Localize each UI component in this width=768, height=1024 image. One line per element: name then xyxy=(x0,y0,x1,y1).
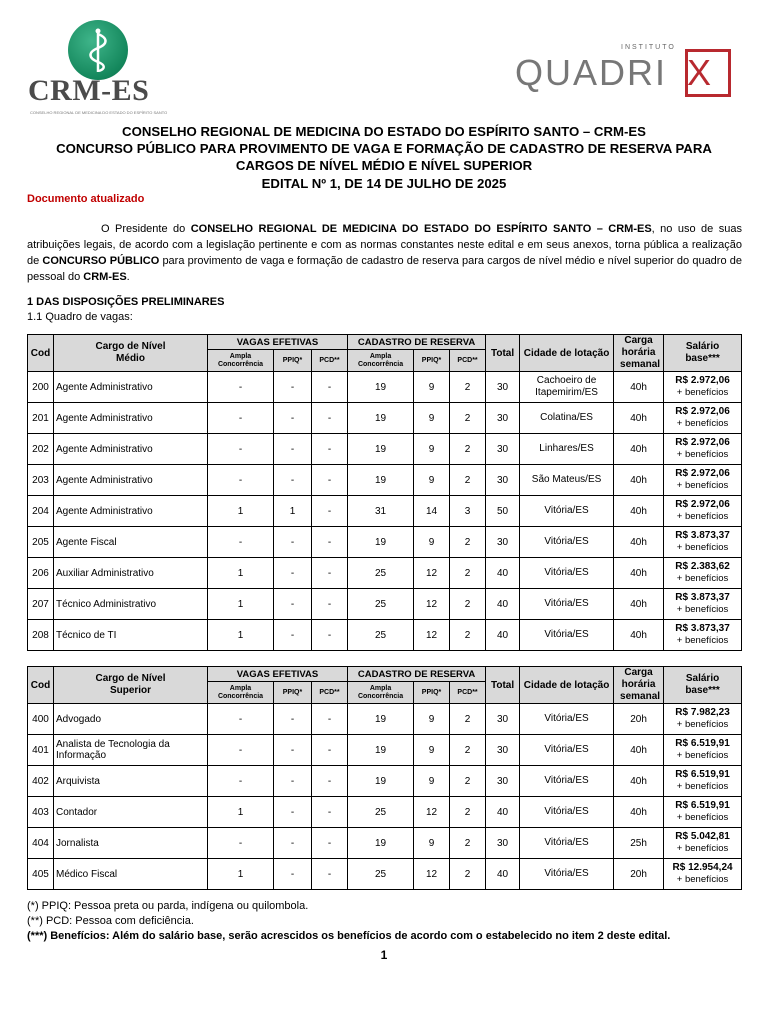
cell-ve-pcd: - xyxy=(312,372,348,403)
salary-benefits: + benefícios xyxy=(676,635,729,646)
table-row xyxy=(28,859,742,890)
cell-total: 30 xyxy=(486,527,520,558)
col-ve-ppiq: PPIQ* xyxy=(274,682,312,704)
cell-ve-ppiq: 1 xyxy=(274,496,312,527)
salary-value: R$ 2.383,62 xyxy=(675,561,730,572)
cell-cr-pcd: 2 xyxy=(450,859,486,890)
cell-cargo: Técnico Administrativo xyxy=(54,589,208,620)
salary-value: R$ 2.972,06 xyxy=(675,406,730,417)
cell-ve-ppiq: - xyxy=(274,434,312,465)
cell-cr-ampla: 25 xyxy=(348,620,414,651)
cell-ve-ppiq: - xyxy=(274,704,312,735)
cell-cr-pcd: 2 xyxy=(450,372,486,403)
cell-ve-pcd: - xyxy=(312,558,348,589)
cell-cidade: Vitória/ES xyxy=(520,496,614,527)
cell-ve-pcd: - xyxy=(312,465,348,496)
col-ve-ppiq: PPIQ* xyxy=(274,350,312,372)
cell-carga: 40h xyxy=(614,589,664,620)
cell-total: 40 xyxy=(486,620,520,651)
cell-ve-pcd: - xyxy=(312,766,348,797)
col-cr-pcd: PCD** xyxy=(450,682,486,704)
cell-salario xyxy=(664,434,742,465)
cell-total: 50 xyxy=(486,496,520,527)
cell-cargo: Agente Administrativo xyxy=(54,496,208,527)
salary-benefits: + benefícios xyxy=(676,604,729,615)
cell-salario xyxy=(664,620,742,651)
cell-salario xyxy=(664,465,742,496)
cell-total: 30 xyxy=(486,704,520,735)
cell-cod: 203 xyxy=(28,465,54,496)
salary-benefits: + benefícios xyxy=(676,449,729,460)
cell-cidade: São Mateus/ES xyxy=(520,465,614,496)
cell-carga: 40h xyxy=(614,797,664,828)
col-cr-ppiq: PPIQ* xyxy=(414,682,450,704)
cell-cr-ampla: 25 xyxy=(348,797,414,828)
cell-cr-ppiq: 9 xyxy=(414,403,450,434)
cell-carga: 20h xyxy=(614,704,664,735)
salary-value: R$ 6.519,91 xyxy=(675,738,730,749)
cell-cargo: Advogado xyxy=(54,704,208,735)
cell-cidade: Vitória/ES xyxy=(520,589,614,620)
cell-carga: 40h xyxy=(614,620,664,651)
header-line-3: CARGOS DE NÍVEL MÉDIO E NÍVEL SUPERIOR xyxy=(235,158,533,173)
cell-cr-ppiq: 9 xyxy=(414,527,450,558)
cell-cargo: Agente Administrativo xyxy=(54,403,208,434)
cell-carga: 40h xyxy=(614,372,664,403)
cell-cr-ampla: 19 xyxy=(348,766,414,797)
cell-cr-ampla: 31 xyxy=(348,496,414,527)
footnote-beneficios: (***) Benefícios: Além do salário base, serão acrescidos os benefícios de acordo com o estabelecido no item 2 deste edital. xyxy=(27,930,671,942)
cell-cr-ppiq: 12 xyxy=(414,558,450,589)
salary-benefits: + benefícios xyxy=(676,480,729,491)
salary-value: R$ 2.972,06 xyxy=(675,468,730,479)
cell-cr-pcd: 2 xyxy=(450,735,486,766)
table-row xyxy=(28,403,742,434)
cell-carga: 40h xyxy=(614,527,664,558)
col-cadastro-reserva: CADASTRO DE RESERVA xyxy=(348,667,486,682)
cell-carga: 40h xyxy=(614,735,664,766)
cell-cr-ppiq: 12 xyxy=(414,589,450,620)
col-cod: Cod xyxy=(28,667,54,704)
crm-logo-subtitle: CONSELHO REGIONAL DE MEDICINA DO ESTADO DO ESPÍRITO SANTO xyxy=(30,110,168,115)
cell-ve-ampla: - xyxy=(208,403,274,434)
quadrix-x: X xyxy=(687,52,712,93)
cell-salario xyxy=(664,735,742,766)
header-line-1: CONSELHO REGIONAL DE MEDICINA DO ESTADO DO ESPÍRITO SANTO – CRM-ES xyxy=(122,124,646,139)
table-row xyxy=(28,558,742,589)
cell-cr-ampla: 25 xyxy=(348,859,414,890)
cell-salario xyxy=(664,797,742,828)
salary-benefits: + benefícios xyxy=(676,812,729,823)
cell-cr-pcd: 2 xyxy=(450,403,486,434)
table-row xyxy=(28,434,742,465)
cell-ve-ppiq: - xyxy=(274,735,312,766)
cell-cargo: Agente Fiscal xyxy=(54,527,208,558)
cell-ve-ppiq: - xyxy=(274,403,312,434)
salary-value: R$ 5.042,81 xyxy=(675,831,730,842)
cell-ve-pcd: - xyxy=(312,859,348,890)
cell-cr-ampla: 19 xyxy=(348,527,414,558)
cell-cod: 207 xyxy=(28,589,54,620)
cell-cidade: Vitória/ES xyxy=(520,735,614,766)
cell-ve-ampla: 1 xyxy=(208,859,274,890)
cell-salario xyxy=(664,527,742,558)
cell-cargo: Técnico de TI xyxy=(54,620,208,651)
cell-ve-ppiq: - xyxy=(274,589,312,620)
cell-cr-ppiq: 12 xyxy=(414,620,450,651)
salary-value: R$ 12.954,24 xyxy=(672,862,733,873)
table-row xyxy=(28,496,742,527)
cell-ve-ppiq: - xyxy=(274,558,312,589)
salary-value: R$ 3.873,37 xyxy=(675,530,730,541)
col-ve-pcd: PCD** xyxy=(312,682,348,704)
table-row xyxy=(28,465,742,496)
cell-carga: 40h xyxy=(614,558,664,589)
cell-cargo: Jornalista xyxy=(54,828,208,859)
cell-ve-ampla: 1 xyxy=(208,558,274,589)
cell-total: 30 xyxy=(486,828,520,859)
cell-cr-ampla: 19 xyxy=(348,465,414,496)
salary-benefits: + benefícios xyxy=(676,573,729,584)
cell-ve-pcd: - xyxy=(312,797,348,828)
cell-ve-pcd: - xyxy=(312,527,348,558)
cell-total: 30 xyxy=(486,465,520,496)
col-cargo: Cargo de Nível Médio xyxy=(54,335,208,372)
cell-ve-pcd: - xyxy=(312,735,348,766)
cell-cod: 204 xyxy=(28,496,54,527)
cell-cr-ppiq: 9 xyxy=(414,465,450,496)
table-row xyxy=(28,527,742,558)
cell-cr-ampla: 25 xyxy=(348,558,414,589)
cell-cr-pcd: 2 xyxy=(450,589,486,620)
cell-total: 30 xyxy=(486,735,520,766)
cell-cr-pcd: 2 xyxy=(450,766,486,797)
col-cod: Cod xyxy=(28,335,54,372)
table-row xyxy=(28,704,742,735)
cell-cargo: Arquivista xyxy=(54,766,208,797)
cell-ve-ppiq: - xyxy=(274,828,312,859)
salary-benefits: + benefícios xyxy=(676,843,729,854)
cell-ve-pcd: - xyxy=(312,434,348,465)
cell-ve-ampla: - xyxy=(208,735,274,766)
cell-cidade: Vitória/ES xyxy=(520,797,614,828)
cell-cargo: Médico Fiscal xyxy=(54,859,208,890)
table-row xyxy=(28,797,742,828)
cell-ve-pcd: - xyxy=(312,403,348,434)
cell-ve-ampla: - xyxy=(208,828,274,859)
salary-benefits: + benefícios xyxy=(676,418,729,429)
cell-carga: 40h xyxy=(614,465,664,496)
cell-ve-pcd: - xyxy=(312,828,348,859)
cell-ve-pcd: - xyxy=(312,589,348,620)
cell-cr-pcd: 2 xyxy=(450,704,486,735)
cell-carga: 40h xyxy=(614,766,664,797)
cell-carga: 40h xyxy=(614,403,664,434)
cell-cr-ppiq: 9 xyxy=(414,434,450,465)
col-cr-ampla: Ampla Concorrência xyxy=(348,682,414,704)
salary-value: R$ 3.873,37 xyxy=(675,592,730,603)
col-total: Total xyxy=(486,667,520,704)
salary-benefits: + benefícios xyxy=(676,781,729,792)
cell-cod: 205 xyxy=(28,527,54,558)
salary-value: R$ 6.519,91 xyxy=(675,800,730,811)
cell-cod: 206 xyxy=(28,558,54,589)
cell-total: 30 xyxy=(486,372,520,403)
cell-cod: 202 xyxy=(28,434,54,465)
quadrix-instituto-label: INSTITUTO xyxy=(621,44,676,51)
crm-logo-text: CRM-ES xyxy=(28,74,150,107)
cell-cidade: Cachoeiro de Itapemirim/ES xyxy=(520,372,614,403)
table-row xyxy=(28,735,742,766)
salary-value: R$ 2.972,06 xyxy=(675,499,730,510)
cell-cod: 405 xyxy=(28,859,54,890)
cell-cidade: Vitória/ES xyxy=(520,620,614,651)
cell-cod: 404 xyxy=(28,828,54,859)
cell-cidade: Vitória/ES xyxy=(520,527,614,558)
cell-ve-ppiq: - xyxy=(274,620,312,651)
salary-benefits: + benefícios xyxy=(676,511,729,522)
salary-benefits: + benefícios xyxy=(676,719,729,730)
cell-ve-ampla: - xyxy=(208,527,274,558)
cell-ve-ampla: 1 xyxy=(208,620,274,651)
cell-salario xyxy=(664,766,742,797)
col-cr-ppiq: PPIQ* xyxy=(414,350,450,372)
salary-benefits: + benefícios xyxy=(676,542,729,553)
cell-cargo: Agente Administrativo xyxy=(54,465,208,496)
cell-cargo: Auxiliar Administrativo xyxy=(54,558,208,589)
cell-ve-ppiq: - xyxy=(274,797,312,828)
cell-cr-pcd: 2 xyxy=(450,620,486,651)
col-ve-pcd: PCD** xyxy=(312,350,348,372)
vagas-table-nivel-superior xyxy=(27,666,742,890)
cell-carga: 40h xyxy=(614,496,664,527)
cell-cidade: Colatina/ES xyxy=(520,403,614,434)
salary-value: R$ 7.982,23 xyxy=(675,707,730,718)
cell-cidade: Vitória/ES xyxy=(520,859,614,890)
salary-benefits: + benefícios xyxy=(676,387,729,398)
cell-cidade: Vitória/ES xyxy=(520,558,614,589)
cell-cr-pcd: 2 xyxy=(450,434,486,465)
salary-value: R$ 3.873,37 xyxy=(675,623,730,634)
cell-salario xyxy=(664,859,742,890)
cell-salario xyxy=(664,403,742,434)
cell-total: 30 xyxy=(486,766,520,797)
col-carga: Carga horária semanal xyxy=(614,335,664,372)
cell-carga: 25h xyxy=(614,828,664,859)
cell-ve-ppiq: - xyxy=(274,766,312,797)
col-salario: Salário base*** xyxy=(664,667,742,704)
cell-cargo: Contador xyxy=(54,797,208,828)
cell-cr-ppiq: 9 xyxy=(414,372,450,403)
col-ve-ampla: Ampla Concorrência xyxy=(208,682,274,704)
cell-ve-ampla: - xyxy=(208,465,274,496)
cell-cr-pcd: 2 xyxy=(450,465,486,496)
table-row xyxy=(28,828,742,859)
table-row xyxy=(28,589,742,620)
page-number: 1 xyxy=(380,948,388,962)
caduceus-icon xyxy=(68,20,128,80)
quadrix-wordmark: QUADRI xyxy=(515,52,668,93)
cell-ve-ampla: - xyxy=(208,766,274,797)
cell-cr-pcd: 2 xyxy=(450,527,486,558)
cell-cr-pcd: 2 xyxy=(450,558,486,589)
cell-cr-ppiq: 9 xyxy=(414,828,450,859)
crm-es-logo xyxy=(28,18,178,118)
cell-cargo: Analista de Tecnologia da Informação xyxy=(54,735,208,766)
cell-salario xyxy=(664,828,742,859)
cell-carga: 40h xyxy=(614,434,664,465)
cell-total: 40 xyxy=(486,558,520,589)
cell-cr-pcd: 2 xyxy=(450,797,486,828)
footnote-pcd: (**) PCD: Pessoa com deficiência. xyxy=(27,915,194,927)
cell-cargo: Agente Administrativo xyxy=(54,372,208,403)
salary-benefits: + benefícios xyxy=(676,750,729,761)
salary-value: R$ 2.972,06 xyxy=(675,375,730,386)
cell-salario xyxy=(664,496,742,527)
header-line-2: CONCURSO PÚBLICO PARA PROVIMENTO DE VAGA E FORMAÇÃO DE CADASTRO DE RESERVA PARA xyxy=(56,141,712,156)
salary-value: R$ 6.519,91 xyxy=(675,769,730,780)
table-row xyxy=(28,372,742,403)
cell-cr-ampla: 19 xyxy=(348,704,414,735)
cell-cod: 401 xyxy=(28,735,54,766)
cell-cr-ppiq: 14 xyxy=(414,496,450,527)
intro-paragraph: O Presidente do CONSELHO REGIONAL DE MEDICINA DO ESTADO DO ESPÍRITO SANTO – CRM-ES, no uso de suas atribuições legais, de acordo com a legislação pertinente e com as normas constantes neste edital e em seus anexos, torna pública a realização de CONCURSO PÚBLICO para provimento de vaga e formação de cadastro de reserva para cargos de nível médio e nível superior do quadro de pessoal do CRM-ES. xyxy=(27,223,742,283)
subsection-heading: 1.1 Quadro de vagas: xyxy=(27,311,133,323)
cell-salario xyxy=(664,589,742,620)
footnote-ppiq: (*) PPIQ: Pessoa preta ou parda, indígena ou quilombola. xyxy=(27,900,309,912)
col-cidade: Cidade de lotação xyxy=(520,667,614,704)
cell-cod: 201 xyxy=(28,403,54,434)
cell-cidade: Vitória/ES xyxy=(520,828,614,859)
cell-cr-pcd: 3 xyxy=(450,496,486,527)
cell-ve-ppiq: - xyxy=(274,465,312,496)
cell-cidade: Vitória/ES xyxy=(520,704,614,735)
cell-cod: 400 xyxy=(28,704,54,735)
cell-cr-ppiq: 12 xyxy=(414,859,450,890)
cell-salario xyxy=(664,558,742,589)
cell-ve-ppiq: - xyxy=(274,859,312,890)
cell-ve-pcd: - xyxy=(312,704,348,735)
col-cidade: Cidade de lotação xyxy=(520,335,614,372)
cell-ve-ampla: - xyxy=(208,372,274,403)
cell-total: 30 xyxy=(486,403,520,434)
cell-total: 40 xyxy=(486,859,520,890)
cell-ve-ampla: - xyxy=(208,434,274,465)
cell-cidade: Linhares/ES xyxy=(520,434,614,465)
cell-cod: 208 xyxy=(28,620,54,651)
vagas-table-nivel-medio xyxy=(27,334,742,651)
cell-total: 40 xyxy=(486,589,520,620)
cell-cr-pcd: 2 xyxy=(450,828,486,859)
cell-ve-pcd: - xyxy=(312,620,348,651)
cell-carga: 20h xyxy=(614,859,664,890)
col-vagas-efetivas: VAGAS EFETIVAS xyxy=(208,667,348,682)
cell-cod: 403 xyxy=(28,797,54,828)
table-row xyxy=(28,766,742,797)
col-cadastro-reserva: CADASTRO DE RESERVA xyxy=(348,335,486,350)
col-carga: Carga horária semanal xyxy=(614,667,664,704)
cell-cr-ampla: 19 xyxy=(348,403,414,434)
quadrix-logo xyxy=(515,44,733,100)
header-line-4: EDITAL Nº 1, DE 14 DE JULHO DE 2025 xyxy=(261,176,507,191)
cell-cr-ampla: 19 xyxy=(348,434,414,465)
cell-cr-ampla: 25 xyxy=(348,589,414,620)
cell-ve-ampla: 1 xyxy=(208,496,274,527)
col-cargo: Cargo de Nível Superior xyxy=(54,667,208,704)
cell-ve-pcd: - xyxy=(312,496,348,527)
cell-ve-ampla: - xyxy=(208,704,274,735)
cell-ve-ppiq: - xyxy=(274,527,312,558)
cell-cidade: Vitória/ES xyxy=(520,766,614,797)
col-ve-ampla: Ampla Concorrência xyxy=(208,350,274,372)
cell-salario xyxy=(664,372,742,403)
cell-cr-ampla: 19 xyxy=(348,372,414,403)
cell-cargo: Agente Administrativo xyxy=(54,434,208,465)
footnotes xyxy=(27,899,670,944)
cell-ve-ampla: 1 xyxy=(208,589,274,620)
col-cr-ampla: Ampla Concorrência xyxy=(348,350,414,372)
cell-cr-ppiq: 9 xyxy=(414,766,450,797)
document-updated-label: Documento atualizado xyxy=(27,193,145,205)
cell-ve-ampla: 1 xyxy=(208,797,274,828)
section-heading: 1 DAS DISPOSIÇÕES PRELIMINARES xyxy=(27,296,225,308)
salary-value: R$ 2.972,06 xyxy=(675,437,730,448)
cell-total: 30 xyxy=(486,434,520,465)
cell-cr-ppiq: 9 xyxy=(414,735,450,766)
salary-benefits: + benefícios xyxy=(676,874,729,885)
col-vagas-efetivas: VAGAS EFETIVAS xyxy=(208,335,348,350)
cell-cod: 402 xyxy=(28,766,54,797)
cell-cr-ppiq: 9 xyxy=(414,704,450,735)
col-total: Total xyxy=(486,335,520,372)
col-cr-pcd: PCD** xyxy=(450,350,486,372)
cell-cr-ampla: 19 xyxy=(348,735,414,766)
cell-total: 40 xyxy=(486,797,520,828)
cell-salario xyxy=(664,704,742,735)
cell-cr-ppiq: 12 xyxy=(414,797,450,828)
cell-cr-ampla: 19 xyxy=(348,828,414,859)
table-row xyxy=(28,620,742,651)
cell-cod: 200 xyxy=(28,372,54,403)
cell-ve-ppiq: - xyxy=(274,372,312,403)
col-salario: Salário base*** xyxy=(664,335,742,372)
